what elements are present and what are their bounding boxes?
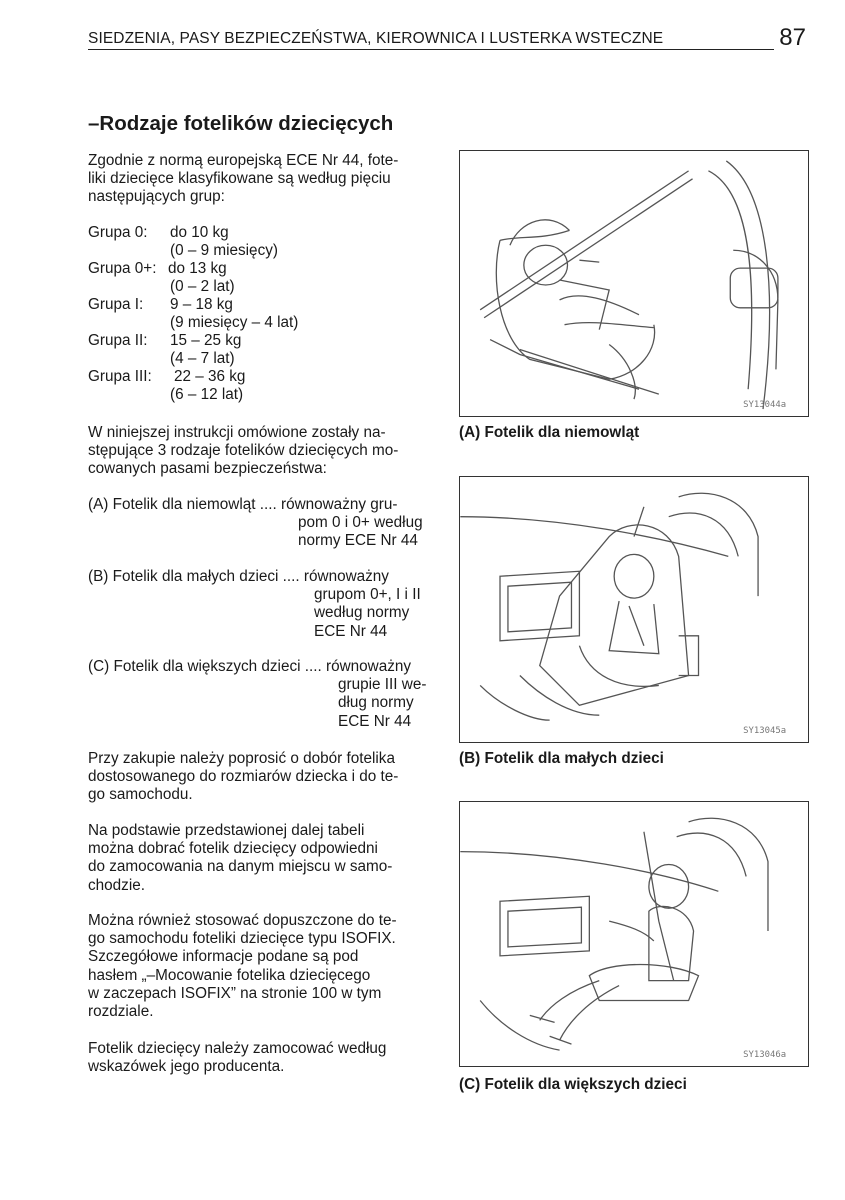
group-age: (6 – 12 lat) (170, 386, 244, 403)
figure-code: SY13046a (743, 1050, 787, 1061)
group-list (88, 224, 438, 404)
group-weight: do 10 kg (170, 224, 229, 241)
paragraph-line: wskazówek jego producenta. (88, 1058, 285, 1076)
group-age: (0 – 2 lat) (170, 278, 235, 295)
seat-type-line: pom 0 i 0+ według (298, 514, 423, 532)
types-intro-line: W niniejszej instrukcji omówione zostały na- (88, 424, 386, 441)
figure-caption-a: (A) Fotelik dla niemowląt (459, 424, 640, 441)
page-header (88, 24, 810, 52)
group-weight: do 13 kg (168, 260, 227, 277)
group-row (88, 296, 438, 314)
paragraph-line: do zamocowania na danym miejscu w samo- (88, 858, 393, 876)
group-name: Grupa I: (88, 296, 144, 313)
paragraph-line: chodzie. (88, 876, 145, 894)
isofix-paragraph (88, 912, 438, 1021)
types-intro-paragraph (88, 424, 438, 479)
figure-caption-c: (C) Fotelik dla większych dzieci (459, 1076, 687, 1093)
seat-type-line: według normy (314, 604, 410, 622)
header-rule (88, 49, 774, 50)
infant-seat-illustration (460, 151, 808, 416)
types-intro-line: stępujące 3 rodzaje fotelików dziecięcych mo- (88, 442, 399, 460)
group-weight: 9 – 18 kg (170, 296, 233, 313)
table-paragraph (88, 822, 438, 895)
group-age-row (88, 386, 438, 404)
older-child-seat-illustration (460, 802, 808, 1066)
section-title: –Rodzaje fotelików dziecięcych (88, 112, 394, 135)
types-intro-line: cowanych pasami bezpieczeństwa: (88, 460, 327, 478)
intro-line: liki dziecięce klasyfikowane są według pięciu (88, 170, 391, 188)
purchase-paragraph (88, 750, 438, 805)
seat-type-line: grupie III we- (338, 676, 427, 694)
paragraph-line: Przy zakupie należy poprosić o dobór fotelika (88, 750, 395, 767)
group-name: Grupa II: (88, 332, 148, 349)
intro-line: Zgodnie z normą europejską ECE Nr 44, fote- (88, 152, 399, 169)
paragraph-line: Fotelik dziecięcy należy zamocować według (88, 1040, 387, 1057)
seat-type-line: normy ECE Nr 44 (298, 532, 418, 550)
seat-type-line: dług normy (338, 694, 414, 712)
install-paragraph (88, 1040, 438, 1076)
paragraph-line: hasłem „–Mocowanie fotelika dziecięcego (88, 966, 371, 984)
intro-line: następujących grup: (88, 188, 225, 206)
group-weight: 22 – 36 kg (174, 368, 246, 385)
figure-code: SY13045a (743, 726, 787, 737)
group-weight: 15 – 25 kg (170, 332, 242, 349)
seat-type-line: ECE Nr 44 (338, 712, 412, 730)
seat-type-line: (C) Fotelik dla większych dzieci .... równoważny (88, 658, 412, 675)
paragraph-line: rozdziale. (88, 1003, 154, 1021)
page-number: 87 (779, 24, 806, 51)
group-row (88, 368, 438, 386)
paragraph-line: go samochodu foteliki dziecięce typu ISOFIX. (88, 930, 396, 948)
group-age-row (88, 278, 438, 296)
paragraph-line: można dobrać fotelik dziecięcy odpowiedni (88, 840, 378, 858)
group-row (88, 332, 438, 350)
seat-type-detail (338, 676, 438, 731)
seat-type-detail (298, 514, 438, 550)
group-name: Grupa 0: (88, 224, 148, 241)
group-name: Grupa III: (88, 368, 152, 385)
seat-type-line: ECE Nr 44 (314, 622, 388, 640)
group-age: (9 miesięcy – 4 lat) (170, 314, 299, 331)
paragraph-line: dostosowanego do rozmiarów dziecka i do te- (88, 768, 399, 786)
paragraph-line: w zaczepach ISOFIX” na stronie 100 w tym (88, 984, 382, 1002)
group-age: (4 – 7 lat) (170, 350, 235, 367)
seat-type-c (88, 658, 438, 731)
figure-code: SY13044a (743, 400, 787, 411)
group-name: Grupa 0+: (88, 260, 157, 277)
group-row (88, 260, 438, 278)
seat-type-detail (314, 586, 438, 641)
paragraph-line: Na podstawie przedstawionej dalej tabeli (88, 822, 365, 839)
figure-small-child-seat (459, 476, 809, 743)
group-row (88, 224, 438, 242)
figure-older-child-seat (459, 801, 809, 1067)
seat-type-b (88, 568, 438, 641)
seat-type-line: (A) Fotelik dla niemowląt .... równoważny gru- (88, 496, 398, 513)
intro-paragraph (88, 152, 438, 207)
group-age-row (88, 350, 438, 368)
seat-type-line: grupom 0+, I i II (314, 586, 421, 604)
paragraph-line: go samochodu. (88, 786, 193, 804)
small-child-seat-illustration (460, 477, 808, 742)
figure-infant-seat (459, 150, 809, 417)
seat-type-a (88, 496, 438, 551)
figure-caption-b: (B) Fotelik dla małych dzieci (459, 750, 664, 767)
group-age-row (88, 242, 438, 260)
seat-type-line: (B) Fotelik dla małych dzieci .... równoważny (88, 568, 389, 585)
paragraph-line: Można również stosować dopuszczone do te- (88, 912, 397, 929)
paragraph-line: Szczegółowe informacje podane są pod (88, 948, 359, 966)
chapter-title: SIEDZENIA, PASY BEZPIECZEŃSTWA, KIEROWNICA I LUSTERKA WSTECZNE (88, 30, 664, 47)
group-age-row (88, 314, 438, 332)
group-age: (0 – 9 miesięcy) (170, 242, 278, 259)
